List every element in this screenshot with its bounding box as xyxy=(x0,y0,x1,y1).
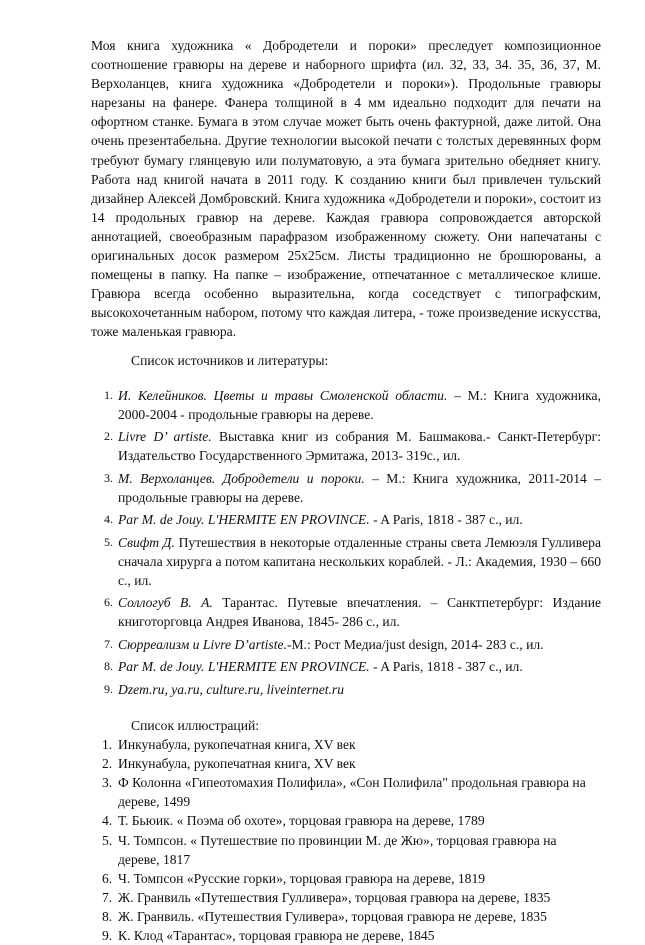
list-item: 9. К. Клод «Тарантас», торцовая гравюра не дереве, 1845 xyxy=(102,927,435,943)
list-item: 6. Ч. Томпсон «Русские горки», торцовая гравюра на дереве, 1819 xyxy=(102,870,486,886)
list-item: 5. Ч. Томпсон. « Путешествие по провинции М. де Жю», торцовая гравюра на дереве, 1817 xyxy=(102,832,557,867)
body-paragraph: Моя книга художника « Добродетели и пороки» преследует композиционное соотношение гравюры на дереве и наборного шрифта (ил. 32, 33, 34. 35, 36, 37, М. Верхоланцев, книга художника «Добродетели и пороки»). Продольные гравюры нарезаны на фанере. Фанера толщиной в 4 мм идеально подходит для печати на офортном станке. Бумага в этом случае может быть очень фактурной, даже литой. Она очень презентабельна. Другие технологии высокой печати с толстых деревянных форм требуют бумагу глянцевую или полуматовую, а эта бумага зрительно обедняет книгу. Работа над книгой начата в 2011 году. К созданию книги был привлечен тульский дизайнер Алексей Домбровский. Книга художника «Добродетели и пороки», состоит из 14 продольных гравюр на дереве. Каждая гравюра сопровождается авторской аннотацией, своеобразным парафразом изображенному сюжету. Они напечатаны с оригинальных досок размером 25х25см. Листы традиционно не брошюрованы, а помещены в папку. На папке – изображение, отпечатанное с металлическое клише. Гравюра всегда особенно выразительна, когда соседствует с типографским, высокохочетанным набором, потому что каждая литера, - тоже произведение искусства, тоже маленькая гравюра. xyxy=(91,38,601,340)
document-page xyxy=(91,36,601,945)
list-item: 4. Par M. de Jouy. L'HERMITE EN PROVINCE. - A Paris, 1818 - 387 с., ил. xyxy=(104,512,523,528)
list-item: 8. Par M. de Jouy. L'HERMITE EN PROVINCE. - A Paris, 1818 - 387 с., ил. xyxy=(104,659,523,675)
list-item: 6. Соллогуб В. А. Тарантас. Путевые впечатления. – Санктпетербург: Издание книготорговца Андрея Иванова, 1845- 286 с., ил. xyxy=(104,595,602,630)
illustrations-heading: Список иллюстраций: xyxy=(131,718,260,734)
list-item: 2. Инкунабула, рукопечатная книга, XV век xyxy=(102,756,356,772)
list-item: 4. Т. Бьюик. « Поэма об охоте», торцовая гравюра на дереве, 1789 xyxy=(102,813,485,829)
list-item: 7. Ж. Гранвиль «Путешествия Гулливера», торцовая гравюра на дереве, 1835 xyxy=(102,889,551,905)
list-item: 5. Свифт Д. Путешествия в некоторые отдаленные страны света Лемюэля Гулливера сначала хирурга а потом капитана нескольких кораблей. - Л.: Академия, 1930 – 660 с., ил. xyxy=(104,534,602,588)
list-item: 3. М. Верхоланцев. Добродетели и пороки. – М.: Книга художника, 2011-2014 – продольные гравюры на дереве. xyxy=(104,470,601,505)
sources-heading: Список источников и литературы: xyxy=(131,352,329,368)
illustrations-list xyxy=(91,735,601,945)
list-item: 8. Ж. Гранвиль. «Путешествия Гуливера», торцовая гравюра не дереве, 1835 xyxy=(102,908,547,924)
list-item: 9. Dzem.ru, ya.ru, culture.ru, liveinternet.ru xyxy=(104,681,345,697)
list-item: 3. Ф Колонна «Гипеотомахия Полифила», «Сон Полифила" продольная гравюра на дереве, 1499 xyxy=(102,775,586,810)
sources-list xyxy=(91,386,601,700)
list-item: 2. Livre D’ artiste. Выставка книг из собрания М. Башмакова.- Санкт-Петербург: Издательство Государственного Эрмитажа, 2013- 319с., ил. xyxy=(104,429,601,464)
list-item: 7. Сюрреализм и Livre D’artiste.-М.: Рост Медиа/just design, 2014- 283 с., ил. xyxy=(104,636,544,652)
list-item: 1. Инкунабула, рукопечатная книга, XV век xyxy=(102,737,356,753)
list-item: 1. И. Келейников. Цветы и травы Смоленской области. – М.: Книга художника, 2000-2004 - продольные гравюры на дереве. xyxy=(104,387,601,422)
